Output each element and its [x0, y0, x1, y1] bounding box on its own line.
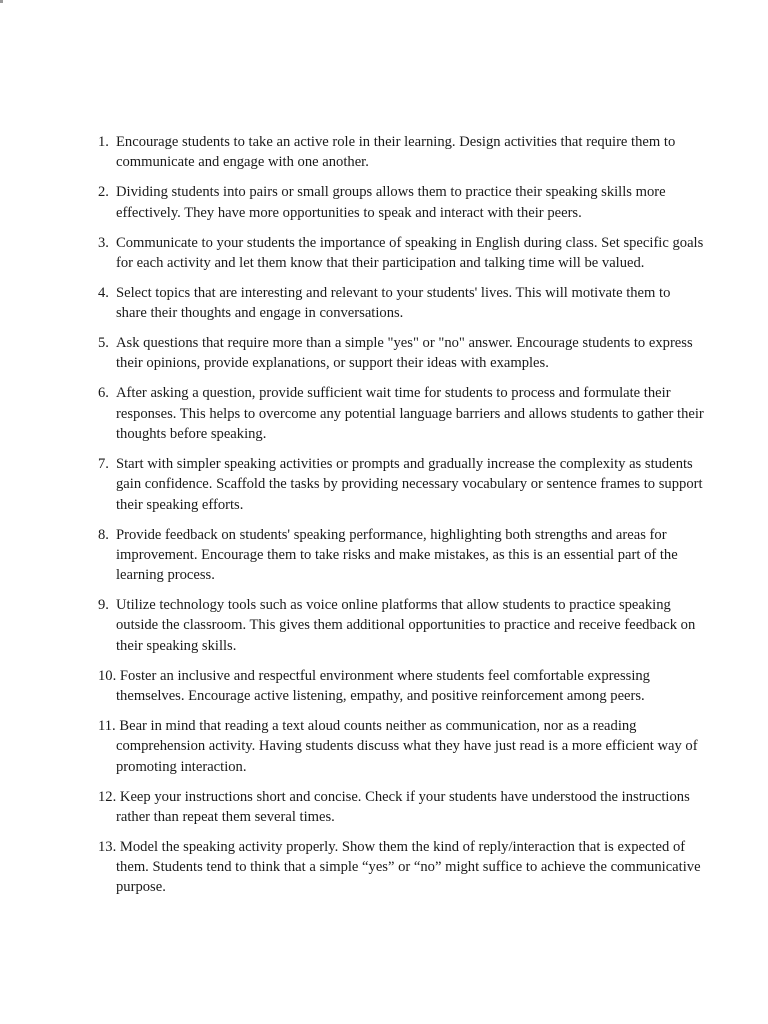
list-item-number: 4. — [98, 284, 109, 301]
list-item-number: 2. — [98, 184, 109, 201]
list-item — [98, 595, 704, 656]
list-item-text: After asking a question, provide sufficient wait time for students to process and formulate their responses. This helps to overcome any potential language barriers and allows students to gather their thoughts before speaking. — [116, 385, 704, 442]
page-corner-mark — [0, 0, 3, 3]
list-item — [98, 716, 704, 777]
list-item-text: Bear in mind that reading a text aloud counts neither as communication, nor as a reading comprehension activity. Having students discuss what they have just read is a more efficient way of promoting interaction. — [116, 718, 698, 775]
list-item-text: Provide feedback on students' speaking performance, highlighting both strengths and areas for improvement. Encourage them to take risks and make mistakes, as this is an essential part of the learning process. — [116, 526, 678, 584]
list-item-text: Select topics that are interesting and relevant to your students' lives. This will motivate them to share their thoughts and engage in conversations. — [116, 284, 671, 322]
list-item-text: Ask questions that require more than a simple "yes" or "no" answer. Encourage students to express their opinions, provide explanations, or support their ideas with examples. — [116, 335, 693, 372]
list-item — [98, 182, 704, 223]
list-item — [98, 525, 704, 586]
list-item — [98, 132, 704, 173]
list-item-number: 8. — [98, 526, 109, 543]
list-item — [98, 454, 704, 515]
list-item-number: 13. — [98, 838, 117, 855]
list-item-number: 12. — [98, 788, 117, 805]
list-item — [98, 233, 704, 274]
list-item — [98, 787, 704, 828]
list-item-number: 1. — [98, 134, 109, 150]
list-item-number: 6. — [98, 385, 109, 402]
list-item-number: 9. — [98, 597, 109, 614]
list-item — [98, 383, 704, 444]
list-item — [98, 837, 704, 898]
list-item-text: Keep your instructions short and concise. Check if your students have understood the instructions rather than repeat them several times. — [116, 788, 690, 825]
list-item-text: Model the speaking activity properly. Show them the kind of reply/interaction that is expected of them. Students tend to think that a simple “yes” or “no” might suffice to achieve the communicative purpose. — [116, 838, 701, 896]
list-item — [98, 283, 704, 324]
list-item-number: 7. — [98, 455, 109, 472]
list-item-text: Foster an inclusive and respectful environment where students feel comfortable expressing themselves. Encourage active listening, empathy, and positive reinforcement among peers. — [116, 667, 650, 705]
list-item-number: 3. — [98, 234, 109, 251]
list-item-text: Start with simpler speaking activities or prompts and gradually increase the complexity as students gain confidence. Scaffold the tasks by providing necessary vocabulary or sentence frames to support their speaking efforts. — [116, 455, 703, 513]
list-item-text: Utilize technology tools such as voice online platforms that allow students to practice speaking outside the classroom. This gives them additional opportunities to practice and receive feedback on their speaking skills. — [116, 597, 696, 654]
tips-list — [98, 132, 704, 907]
list-item-text: Dividing students into pairs or small groups allows them to practice their speaking skills more effectively. They have more opportunities to speak and interact with their peers. — [116, 184, 666, 221]
list-item-number: 10. — [98, 667, 117, 684]
list-item — [98, 333, 704, 374]
list-item — [98, 666, 704, 707]
list-item-text: Encourage students to take an active role in their learning. Design activities that require them to communicate and engage with one another. — [116, 134, 676, 171]
list-item-number: 11. — [98, 718, 116, 734]
list-item-text: Communicate to your students the importance of speaking in English during class. Set specific goals for each activity and let them know that their participation and talking time will be valued. — [116, 234, 704, 271]
list-item-number: 5. — [98, 335, 109, 352]
